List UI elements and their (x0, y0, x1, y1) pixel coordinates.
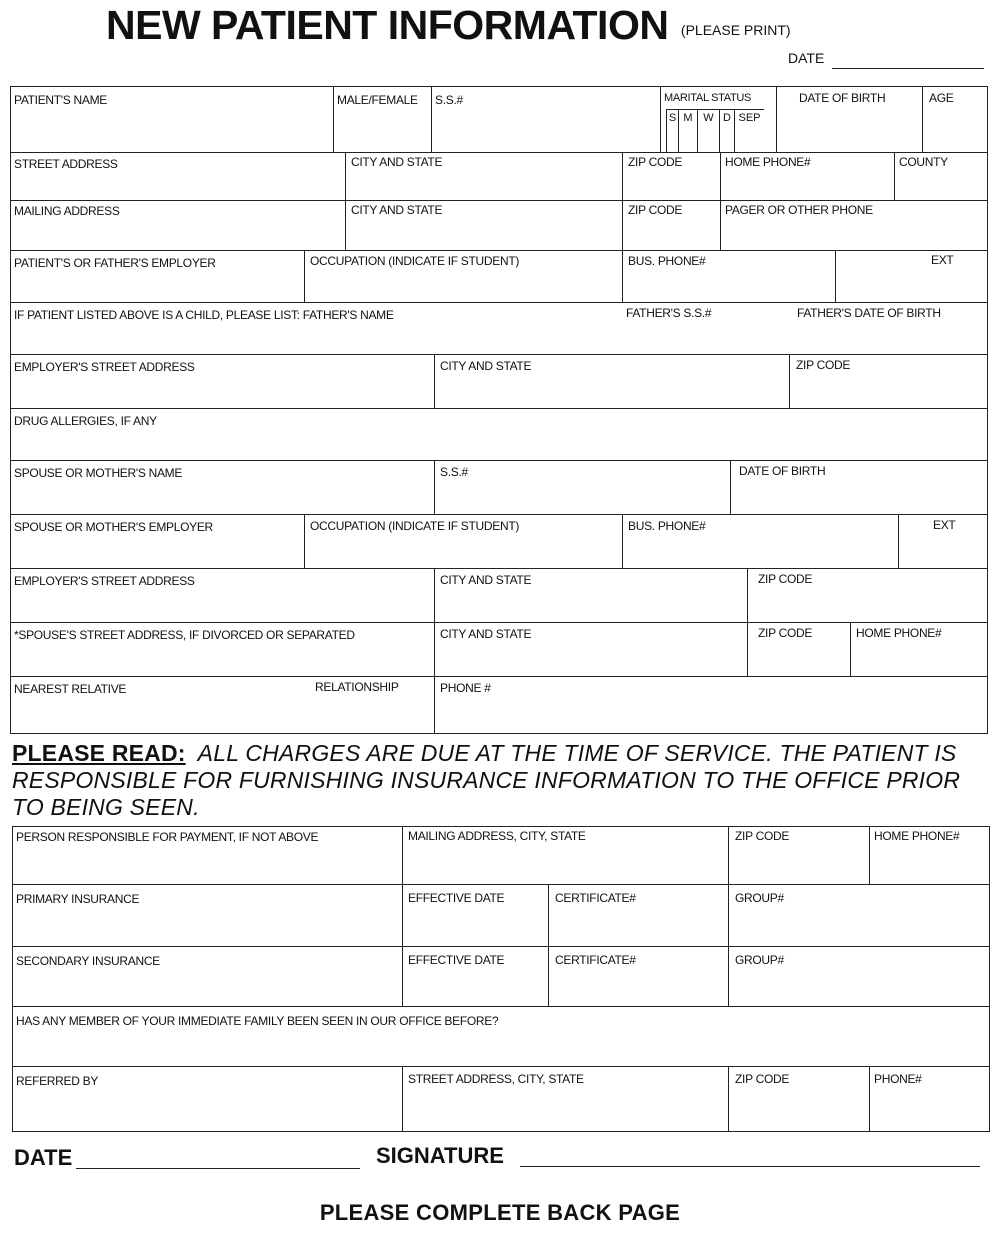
ss-label: S.S.# (435, 93, 463, 107)
drug-allergies-field[interactable] (11, 409, 987, 461)
spouse-employer-street-label: EMPLOYER'S STREET ADDRESS (14, 574, 195, 588)
pager-field[interactable] (721, 201, 987, 251)
marital-option-sep[interactable]: SEP (734, 109, 764, 153)
patient-name-label: PATIENT'S NAME (14, 93, 107, 107)
form-title: NEW PATIENT INFORMATION (106, 2, 669, 48)
responsible-zip-field[interactable] (729, 827, 870, 885)
spouse-bus-phone-field[interactable] (623, 515, 899, 569)
spouse-name-label: SPOUSE OR MOTHER'S NAME (14, 466, 183, 480)
print-note: (PLEASE PRINT) (680, 22, 791, 38)
spouse-street-field[interactable] (11, 623, 435, 677)
spouse-street-zip-label: ZIP CODE (758, 626, 813, 640)
spouse-employer-label: SPOUSE OR MOTHER'S EMPLOYER (14, 520, 213, 534)
notice-lead: PLEASE READ: (12, 740, 186, 766)
date-label: DATE (788, 50, 825, 66)
secondary-certificate-label: CERTIFICATE# (555, 953, 636, 967)
person-responsible-field[interactable] (13, 827, 403, 885)
sex-field[interactable] (334, 87, 432, 153)
employer-zip-label: ZIP CODE (796, 358, 851, 372)
referrer-zip-field[interactable] (729, 1067, 870, 1131)
marital-option-m[interactable]: M (678, 109, 697, 153)
referrer-zip-label: ZIP CODE (735, 1072, 790, 1086)
employer-city-label: CITY AND STATE (440, 359, 532, 373)
mailing-address-field[interactable] (11, 201, 346, 251)
back-page-note: PLEASE COMPLETE BACK PAGE (319, 1200, 681, 1225)
insurance-grid (12, 826, 990, 1132)
responsible-zip-label: ZIP CODE (735, 829, 790, 843)
secondary-effective-field[interactable] (403, 947, 549, 1007)
spouse-ext-label: EXT (933, 518, 956, 532)
spouse-dob-label: DATE OF BIRTH (739, 464, 826, 478)
primary-certificate-field[interactable] (549, 885, 729, 947)
zip-code-label: ZIP CODE (628, 155, 683, 169)
child-fathers-name-field[interactable] (11, 303, 987, 355)
patient-name-field[interactable] (11, 87, 334, 153)
referrer-phone-field[interactable] (870, 1067, 989, 1131)
mailing-zip-label: ZIP CODE (628, 203, 683, 217)
secondary-certificate-field[interactable] (549, 947, 729, 1007)
footer-date-label: DATE (14, 1145, 73, 1170)
spouse-employer-city-field[interactable] (435, 569, 748, 623)
spouse-street-city-label: CITY AND STATE (440, 627, 532, 641)
spouse-occupation-label: OCCUPATION (INDICATE IF STUDENT) (310, 519, 520, 533)
city-state-label: CITY AND STATE (351, 155, 443, 169)
marital-status-field (661, 87, 777, 153)
spouse-street-zip-field[interactable] (748, 623, 851, 677)
secondary-group-label: GROUP# (735, 953, 784, 967)
ext-label: EXT (931, 253, 954, 267)
secondary-effective-label: EFFECTIVE DATE (408, 953, 505, 967)
bus-phone-field[interactable] (623, 251, 836, 303)
employer-field[interactable] (11, 251, 305, 303)
ss-field[interactable] (432, 87, 661, 153)
primary-insurance-field[interactable] (13, 885, 403, 947)
spouse-home-phone-field[interactable] (851, 623, 987, 677)
nearest-relative-label: NEAREST RELATIVE (14, 682, 127, 696)
payment-notice (12, 740, 992, 821)
referred-by-label: REFERRED BY (16, 1074, 99, 1088)
secondary-insurance-label: SECONDARY INSURANCE (16, 954, 160, 968)
spouse-bus-phone-label: BUS. PHONE# (628, 519, 706, 533)
spouse-occupation-field[interactable] (305, 515, 623, 569)
patient-info-grid (10, 86, 988, 734)
referrer-address-field[interactable] (403, 1067, 729, 1131)
responsible-home-phone-label: HOME PHONE# (874, 829, 960, 843)
secondary-group-field[interactable] (729, 947, 989, 1007)
spouse-employer-zip-label: ZIP CODE (758, 572, 813, 586)
family-seen-field[interactable] (13, 1007, 989, 1067)
responsible-mailing-field[interactable] (403, 827, 729, 885)
age-field[interactable] (923, 87, 987, 153)
relative-phone-label: PHONE # (440, 681, 491, 695)
pager-label: PAGER OR OTHER PHONE (725, 203, 873, 217)
sex-label: MALE/FEMALE (337, 93, 418, 107)
marital-option-w[interactable]: W (697, 109, 719, 153)
occupation-label: OCCUPATION (INDICATE IF STUDENT) (310, 254, 520, 268)
city-state-field[interactable] (346, 153, 623, 201)
responsible-mailing-label: MAILING ADDRESS, CITY, STATE (408, 829, 586, 843)
dob-label: DATE OF BIRTH (799, 91, 886, 105)
date-field[interactable] (832, 68, 984, 69)
spouse-home-phone-label: HOME PHONE# (856, 626, 942, 640)
marital-status-label: MARITAL STATUS (664, 92, 752, 104)
spouse-street-city-field[interactable] (435, 623, 748, 677)
home-phone-field[interactable] (721, 153, 895, 201)
form-header (106, 2, 791, 49)
employer-label: PATIENT'S OR FATHER'S EMPLOYER (14, 256, 216, 270)
spouse-ss-field[interactable] (435, 461, 731, 515)
bus-phone-label: BUS. PHONE# (628, 254, 706, 268)
county-label: COUNTY (899, 155, 948, 169)
relationship-label: RELATIONSHIP (315, 680, 399, 694)
spouse-name-field[interactable] (11, 461, 435, 515)
signature-label: SIGNATURE (376, 1143, 504, 1168)
street-address-field[interactable] (11, 153, 346, 201)
mailing-city-state-field[interactable] (346, 201, 623, 251)
child-fathers-name-label: IF PATIENT LISTED ABOVE IS A CHILD, PLEASE LIST: FATHER'S NAME (14, 308, 394, 322)
primary-effective-label: EFFECTIVE DATE (408, 891, 505, 905)
primary-group-label: GROUP# (735, 891, 784, 905)
ext-field[interactable] (836, 251, 987, 303)
spouse-dob-field[interactable] (731, 461, 987, 515)
referred-by-field[interactable] (13, 1067, 403, 1131)
referrer-address-label: STREET ADDRESS, CITY, STATE (408, 1072, 584, 1086)
employer-street-label: EMPLOYER'S STREET ADDRESS (14, 360, 195, 374)
spouse-employer-field[interactable] (11, 515, 305, 569)
spouse-employer-zip-field[interactable] (748, 569, 987, 623)
drug-allergies-label: DRUG ALLERGIES, IF ANY (14, 414, 157, 428)
home-phone-label: HOME PHONE# (725, 155, 811, 169)
fathers-ss-label: FATHER'S S.S.# (626, 306, 712, 320)
notice-text: ALL CHARGES ARE DUE AT THE TIME OF SERVICE. THE PATIENT IS RESPONSIBLE FOR FURNISHING INSURANCE INFORMATION TO THE OFFICE PRIOR TO BEING SEEN. (12, 740, 961, 820)
secondary-insurance-field[interactable] (13, 947, 403, 1007)
responsible-home-phone-field[interactable] (870, 827, 989, 885)
age-label: AGE (929, 91, 954, 105)
dob-field[interactable] (777, 87, 923, 153)
spouse-street-label: *SPOUSE'S STREET ADDRESS, IF DIVORCED OR SEPARATED (14, 628, 355, 642)
relative-phone-field[interactable] (435, 677, 987, 733)
signature-field[interactable] (520, 1166, 980, 1167)
mailing-address-label: MAILING ADDRESS (14, 204, 120, 218)
zip-code-field[interactable] (623, 153, 721, 201)
footer-date-field[interactable] (76, 1168, 360, 1169)
employer-zip-field[interactable] (790, 355, 987, 409)
spouse-employer-city-label: CITY AND STATE (440, 573, 532, 587)
primary-effective-field[interactable] (403, 885, 549, 947)
marital-option-s[interactable]: S (666, 109, 678, 153)
street-address-label: STREET ADDRESS (14, 157, 118, 171)
family-seen-label: HAS ANY MEMBER OF YOUR IMMEDIATE FAMILY BEEN SEEN IN OUR OFFICE BEFORE? (16, 1014, 499, 1028)
primary-insurance-label: PRIMARY INSURANCE (16, 892, 140, 906)
occupation-field[interactable] (305, 251, 623, 303)
fathers-dob-label: FATHER'S DATE OF BIRTH (797, 306, 941, 320)
county-field[interactable] (895, 153, 987, 201)
referrer-phone-label: PHONE# (874, 1072, 922, 1086)
marital-option-d[interactable]: D (719, 109, 734, 153)
primary-certificate-label: CERTIFICATE# (555, 891, 636, 905)
nearest-relative-field[interactable] (11, 677, 435, 733)
mailing-city-state-label: CITY AND STATE (351, 203, 443, 217)
spouse-employer-street-field[interactable] (11, 569, 435, 623)
mailing-zip-field[interactable] (623, 201, 721, 251)
primary-group-field[interactable] (729, 885, 989, 947)
employer-street-field[interactable] (11, 355, 435, 409)
spouse-ext-field[interactable] (899, 515, 987, 569)
person-responsible-label: PERSON RESPONSIBLE FOR PAYMENT, IF NOT ABOVE (16, 830, 319, 844)
spouse-ss-label: S.S.# (440, 465, 468, 479)
employer-city-field[interactable] (435, 355, 790, 409)
